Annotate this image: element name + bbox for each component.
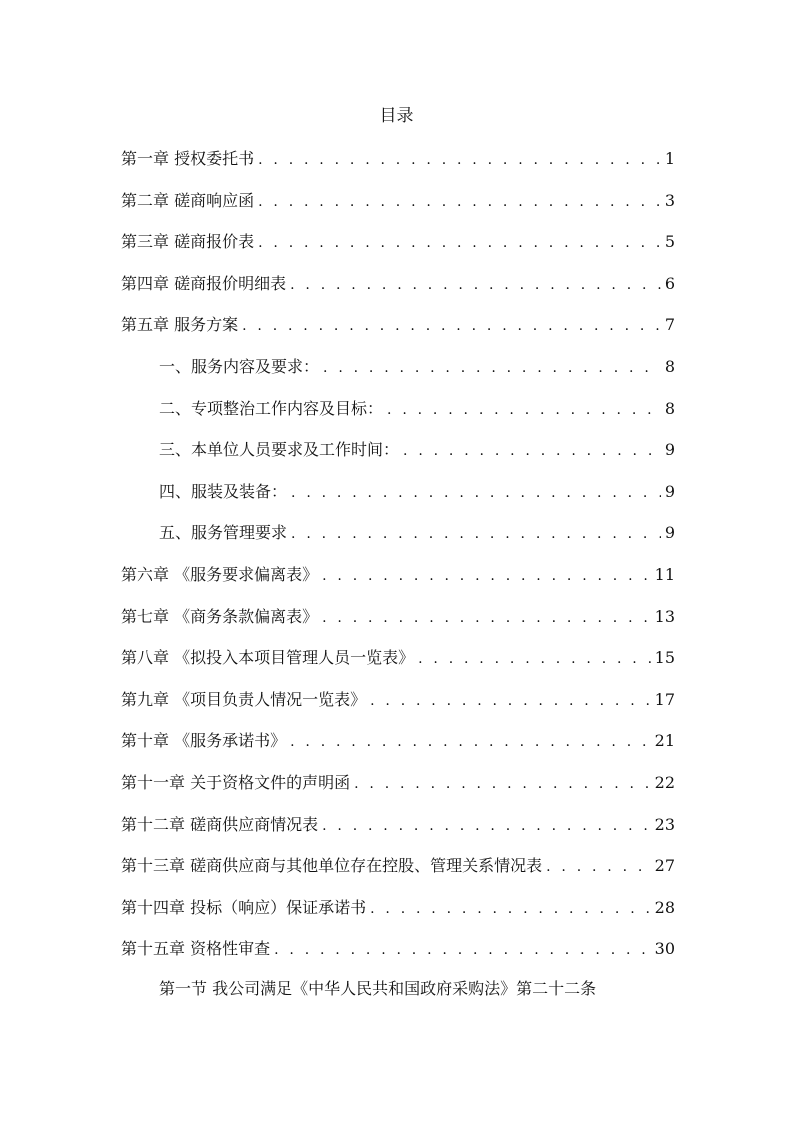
toc-entry[interactable] xyxy=(121,687,675,729)
toc-entry-page-number: 5 xyxy=(664,232,675,252)
toc-entry[interactable] xyxy=(121,853,675,895)
toc-entry-label: 五、服务管理要求 xyxy=(159,523,288,543)
toc-dot-leader xyxy=(546,854,651,880)
toc-entry[interactable] xyxy=(121,271,675,313)
toc-entry-label: 第十二章 磋商供应商情况表 xyxy=(121,814,319,834)
toc-entry-page-number: 23 xyxy=(654,814,675,834)
toc-dot-leader xyxy=(323,355,661,381)
toc-entry[interactable] xyxy=(121,312,675,354)
toc-dot-leader xyxy=(258,189,661,215)
toc-entry-page-number: 6 xyxy=(664,273,675,293)
toc-dot-leader xyxy=(370,688,651,714)
toc-entry[interactable] xyxy=(121,146,675,188)
toc-entry-label: 第十一章 关于资格文件的声明函 xyxy=(121,772,351,792)
toc-entry-page-number: 3 xyxy=(664,190,675,210)
toc-entry[interactable] xyxy=(121,188,675,230)
toc-dot-leader xyxy=(290,272,661,298)
toc-entry-page-number: 13 xyxy=(654,606,675,626)
toc-dot-leader xyxy=(258,230,661,256)
toc-dot-leader xyxy=(291,521,661,547)
toc-entry-label: 第一章 授权委托书 xyxy=(121,149,255,168)
toc-entry-label: 第十三章 磋商供应商与其他单位存在控股、管理关系情况表 xyxy=(121,856,543,876)
toc-entry-label: 第七章 《商务条款偏离表》 xyxy=(121,606,319,626)
toc-entry-label: 第五章 服务方案 xyxy=(121,315,239,335)
toc-dot-leader xyxy=(370,896,651,922)
toc-entry-page-number: 11 xyxy=(654,564,675,584)
toc-entry-label: 三、本单位人员要求及工作时间： xyxy=(159,440,400,460)
toc-dot-leader xyxy=(387,397,661,423)
toc-entry[interactable] xyxy=(121,936,675,978)
toc-dot-leader xyxy=(258,147,661,173)
section-first-line: 第一节 我公司满足《中华人民共和国政府采购法》第二十二条 xyxy=(159,979,597,998)
toc-dot-leader xyxy=(242,313,661,339)
toc-entry-label: 第八章 《拟投入本项目管理人员一览表》 xyxy=(121,648,415,668)
toc-entry-label: 第十章 《服务承诺书》 xyxy=(121,731,287,751)
toc-entry[interactable] xyxy=(121,479,675,521)
toc-dot-leader xyxy=(290,729,651,755)
toc-dot-leader xyxy=(418,646,651,672)
toc-entry[interactable] xyxy=(121,895,675,937)
toc-entry[interactable] xyxy=(121,812,675,854)
toc-entry-page-number: 8 xyxy=(664,398,675,418)
toc-entry-label: 第十五章 资格性审查 xyxy=(121,939,271,959)
toc-entry-label: 第六章 《服务要求偏离表》 xyxy=(121,564,319,584)
toc-entry-page-number: 21 xyxy=(654,731,675,751)
toc-entry[interactable] xyxy=(121,562,675,604)
toc-dot-leader xyxy=(291,480,661,506)
table-of-contents xyxy=(121,146,675,978)
toc-entry-label: 四、服装及装备： xyxy=(159,481,288,501)
toc-entry-page-number: 22 xyxy=(654,772,675,792)
toc-entry-page-number: 9 xyxy=(664,523,675,543)
toc-dot-leader xyxy=(403,438,661,464)
toc-entry[interactable] xyxy=(121,645,675,687)
toc-entry[interactable] xyxy=(121,728,675,770)
toc-entry-page-number: 8 xyxy=(664,356,675,376)
toc-entry-label: 第四章 磋商报价明细表 xyxy=(121,273,287,293)
toc-entry-label: 第九章 《项目负责人情况一览表》 xyxy=(121,689,367,709)
toc-entry-page-number: 7 xyxy=(664,315,675,335)
toc-entry-page-number: 30 xyxy=(654,939,675,959)
toc-dot-leader xyxy=(322,563,651,589)
toc-entry-page-number: 28 xyxy=(654,897,675,917)
toc-entry[interactable] xyxy=(121,437,675,479)
toc-dot-leader xyxy=(274,937,651,963)
toc-dot-leader xyxy=(322,605,651,631)
toc-title: 目录 xyxy=(379,106,414,126)
toc-entry[interactable] xyxy=(121,604,675,646)
toc-entry-page-number: 17 xyxy=(654,689,675,709)
toc-entry-label: 一、服务内容及要求： xyxy=(159,356,320,376)
toc-entry-label: 第二章 磋商响应函 xyxy=(121,190,255,210)
toc-dot-leader xyxy=(354,771,651,797)
toc-entry-page-number: 27 xyxy=(654,856,675,876)
toc-entry-label: 第三章 磋商报价表 xyxy=(121,232,255,252)
toc-entry-page-number: 9 xyxy=(664,481,675,501)
toc-entry-label: 第十四章 投标（响应）保证承诺书 xyxy=(121,897,367,917)
toc-entry[interactable] xyxy=(121,229,675,271)
toc-entry[interactable] xyxy=(121,354,675,396)
toc-entry[interactable] xyxy=(121,770,675,812)
toc-entry[interactable] xyxy=(121,396,675,438)
toc-entry-page-number: 1 xyxy=(664,149,675,168)
toc-entry-page-number: 9 xyxy=(664,440,675,460)
toc-dot-leader xyxy=(322,813,651,839)
toc-entry-page-number: 15 xyxy=(654,648,675,668)
toc-entry-label: 二、专项整治工作内容及目标： xyxy=(159,398,384,418)
toc-entry[interactable] xyxy=(121,520,675,562)
